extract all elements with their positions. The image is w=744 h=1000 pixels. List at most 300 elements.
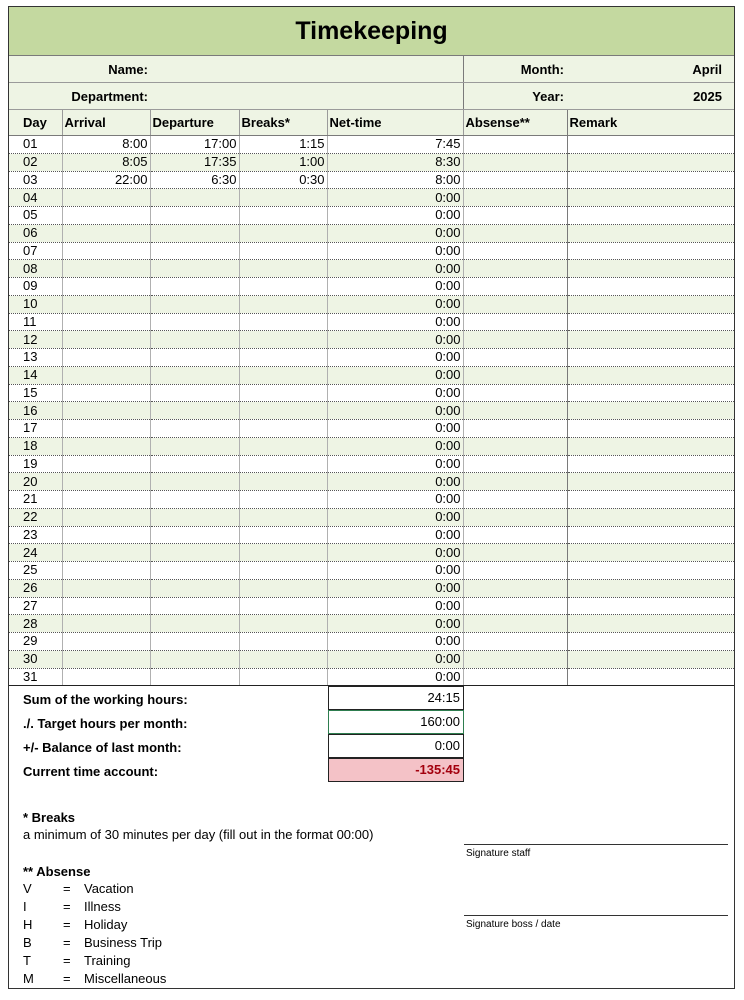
breaks-cell[interactable] — [239, 650, 327, 668]
remark-cell[interactable] — [567, 189, 735, 207]
breaks-text: a minimum of 30 minutes per day (fill out in the format 00:00) — [23, 827, 374, 842]
day-cell: 25 — [9, 562, 62, 580]
net-time-cell: 0:00 — [327, 668, 463, 686]
absence-cell[interactable] — [463, 455, 567, 473]
remark-cell[interactable] — [567, 331, 735, 349]
breaks-note — [23, 810, 373, 842]
remark-cell[interactable] — [567, 260, 735, 278]
departure-cell[interactable] — [150, 224, 239, 242]
absence-legend-item — [23, 898, 323, 916]
remark-cell[interactable] — [567, 544, 735, 562]
net-time-cell: 0:00 — [327, 650, 463, 668]
table-row — [9, 331, 735, 349]
col-header-breaks: Breaks* — [239, 110, 327, 136]
breaks-cell[interactable] — [239, 526, 327, 544]
day-cell: 15 — [9, 384, 62, 402]
departure-cell[interactable] — [150, 473, 239, 491]
arrival-cell[interactable] — [62, 579, 150, 597]
arrival-cell[interactable] — [62, 562, 150, 580]
breaks-cell[interactable] — [239, 349, 327, 367]
absence-cell[interactable] — [463, 633, 567, 651]
breaks-cell[interactable] — [239, 597, 327, 615]
net-time-cell: 0:00 — [327, 579, 463, 597]
absence-cell[interactable] — [463, 189, 567, 207]
breaks-cell[interactable] — [239, 189, 327, 207]
arrival-cell[interactable] — [62, 402, 150, 420]
arrival-cell[interactable] — [62, 650, 150, 668]
table-row — [9, 473, 735, 491]
departure-cell[interactable]: 17:35 — [150, 153, 239, 171]
absence-cell[interactable] — [463, 242, 567, 260]
table-row — [9, 526, 735, 544]
current-label: Current time account: — [23, 764, 159, 780]
table-row — [9, 633, 735, 651]
net-time-cell: 0:00 — [327, 207, 463, 225]
absence-label: Business Trip — [84, 935, 163, 950]
table-row — [9, 508, 735, 526]
breaks-cell[interactable] — [239, 437, 327, 455]
info-row-department — [9, 83, 734, 110]
breaks-cell[interactable] — [239, 295, 327, 313]
departure-cell[interactable] — [150, 295, 239, 313]
breaks-cell[interactable] — [239, 313, 327, 331]
departure-cell[interactable] — [150, 402, 239, 420]
col-header-remark: Remark — [567, 110, 735, 136]
remark-cell[interactable] — [567, 562, 735, 580]
net-time-cell: 0:00 — [327, 633, 463, 651]
breaks-cell[interactable] — [239, 366, 327, 384]
departure-cell[interactable] — [150, 668, 239, 686]
breaks-cell[interactable] — [239, 508, 327, 526]
arrival-cell[interactable]: 8:00 — [62, 136, 150, 154]
departure-cell[interactable] — [150, 615, 239, 633]
breaks-cell[interactable] — [239, 420, 327, 438]
departure-cell[interactable] — [150, 242, 239, 260]
departure-cell[interactable] — [150, 633, 239, 651]
arrival-cell[interactable] — [62, 544, 150, 562]
net-time-cell: 0:00 — [327, 366, 463, 384]
absence-cell[interactable] — [463, 562, 567, 580]
arrival-cell[interactable] — [62, 473, 150, 491]
net-time-cell: 0:00 — [327, 331, 463, 349]
absence-label: Illness — [84, 899, 121, 914]
remark-cell[interactable] — [567, 366, 735, 384]
breaks-cell[interactable] — [239, 260, 327, 278]
col-header-absence: Absense** — [463, 110, 567, 136]
net-time-cell: 0:00 — [327, 544, 463, 562]
day-cell: 17 — [9, 420, 62, 438]
day-cell: 12 — [9, 331, 62, 349]
remark-cell[interactable] — [567, 420, 735, 438]
departure-cell[interactable] — [150, 384, 239, 402]
signature-staff-label: Signature staff — [466, 848, 531, 859]
breaks-cell[interactable] — [239, 562, 327, 580]
breaks-cell[interactable] — [239, 668, 327, 686]
signature-staff-line[interactable] — [464, 844, 728, 859]
breaks-cell[interactable]: 1:15 — [239, 136, 327, 154]
departure-cell[interactable] — [150, 526, 239, 544]
day-cell: 04 — [9, 189, 62, 207]
arrival-cell[interactable] — [62, 615, 150, 633]
day-cell: 06 — [9, 224, 62, 242]
breaks-cell[interactable]: 1:00 — [239, 153, 327, 171]
net-time-cell: 0:00 — [327, 224, 463, 242]
arrival-cell[interactable] — [62, 437, 150, 455]
signature-boss-line[interactable] — [464, 915, 728, 930]
absence-legend-item — [23, 934, 323, 952]
month-field[interactable]: April — [692, 62, 722, 77]
departure-cell[interactable] — [150, 650, 239, 668]
net-time-cell: 0:00 — [327, 242, 463, 260]
net-time-cell: 0:00 — [327, 508, 463, 526]
arrival-cell[interactable] — [62, 260, 150, 278]
net-time-cell: 0:00 — [327, 260, 463, 278]
departure-cell[interactable] — [150, 278, 239, 296]
year-label: Year: — [532, 89, 564, 104]
day-cell: 26 — [9, 579, 62, 597]
remark-cell[interactable] — [567, 633, 735, 651]
absence-code: B — [23, 935, 32, 950]
absence-cell[interactable] — [463, 650, 567, 668]
table-row — [9, 579, 735, 597]
absence-code: H — [23, 917, 33, 932]
departure-cell[interactable] — [150, 420, 239, 438]
absence-cell[interactable] — [463, 544, 567, 562]
day-cell: 07 — [9, 242, 62, 260]
day-cell: 20 — [9, 473, 62, 491]
arrival-cell[interactable] — [62, 349, 150, 367]
absence-cell[interactable] — [463, 278, 567, 296]
table-row — [9, 668, 735, 686]
department-label: Department: — [71, 89, 148, 104]
name-label: Name: — [108, 62, 148, 77]
remark-cell[interactable] — [567, 491, 735, 509]
absence-cell[interactable] — [463, 668, 567, 686]
timekeeping-sheet — [8, 6, 735, 989]
day-cell: 24 — [9, 544, 62, 562]
remark-cell[interactable] — [567, 136, 735, 154]
table-row — [9, 153, 735, 171]
table-row — [9, 278, 735, 296]
absence-equals: = — [63, 917, 71, 932]
arrival-cell[interactable] — [62, 597, 150, 615]
absence-label: Training — [84, 953, 131, 968]
breaks-cell[interactable] — [239, 615, 327, 633]
departure-cell[interactable] — [150, 544, 239, 562]
net-time-cell: 0:00 — [327, 455, 463, 473]
net-time-cell: 0:00 — [327, 597, 463, 615]
absence-cell[interactable] — [463, 508, 567, 526]
arrival-cell[interactable] — [62, 278, 150, 296]
arrival-cell[interactable] — [62, 207, 150, 225]
breaks-cell[interactable] — [239, 633, 327, 651]
table-row — [9, 207, 735, 225]
sum-label: Sum of the working hours: — [23, 692, 188, 708]
table-row — [9, 597, 735, 615]
day-cell: 18 — [9, 437, 62, 455]
absence-cell[interactable] — [463, 437, 567, 455]
absence-cell[interactable] — [463, 366, 567, 384]
arrival-cell[interactable] — [62, 668, 150, 686]
remark-cell[interactable] — [567, 579, 735, 597]
breaks-cell[interactable] — [239, 224, 327, 242]
day-cell: 10 — [9, 295, 62, 313]
day-cell: 29 — [9, 633, 62, 651]
balance-label: +/- Balance of last month: — [23, 740, 182, 756]
table-row — [9, 224, 735, 242]
arrival-cell[interactable] — [62, 366, 150, 384]
breaks-cell[interactable] — [239, 544, 327, 562]
net-time-cell: 0:00 — [327, 384, 463, 402]
table-row — [9, 295, 735, 313]
absence-equals: = — [63, 899, 71, 914]
absence-legend-item — [23, 952, 323, 970]
remark-cell[interactable] — [567, 615, 735, 633]
table-row — [9, 313, 735, 331]
col-header-net-time: Net-time — [327, 110, 463, 136]
signature-boss-label: Signature boss / date — [466, 919, 561, 930]
table-row — [9, 402, 735, 420]
departure-cell[interactable] — [150, 349, 239, 367]
remark-cell[interactable] — [567, 437, 735, 455]
day-cell: 19 — [9, 455, 62, 473]
remark-cell[interactable] — [567, 402, 735, 420]
absence-code: T — [23, 953, 31, 968]
remark-cell[interactable] — [567, 508, 735, 526]
absence-cell[interactable] — [463, 579, 567, 597]
absence-legend-item — [23, 916, 323, 934]
month-label: Month: — [520, 62, 564, 77]
day-cell: 02 — [9, 153, 62, 171]
net-time-cell: 0:00 — [327, 420, 463, 438]
breaks-cell[interactable] — [239, 242, 327, 260]
table-row — [9, 189, 735, 207]
absence-cell[interactable] — [463, 384, 567, 402]
day-cell: 31 — [9, 668, 62, 686]
remark-cell[interactable] — [567, 207, 735, 225]
day-cell: 13 — [9, 349, 62, 367]
breaks-cell[interactable] — [239, 278, 327, 296]
info-row-name — [9, 56, 734, 83]
remark-cell[interactable] — [567, 455, 735, 473]
absence-equals: = — [63, 971, 71, 986]
arrival-cell[interactable] — [62, 420, 150, 438]
target-label: ./. Target hours per month: — [23, 716, 188, 732]
absence-legend-item — [23, 970, 323, 988]
remark-cell[interactable] — [567, 278, 735, 296]
absence-cell[interactable] — [463, 295, 567, 313]
arrival-cell[interactable] — [62, 242, 150, 260]
day-cell: 08 — [9, 260, 62, 278]
absence-equals: = — [63, 881, 71, 896]
departure-cell[interactable] — [150, 260, 239, 278]
arrival-cell[interactable] — [62, 491, 150, 509]
absence-cell[interactable] — [463, 331, 567, 349]
net-time-cell: 0:00 — [327, 526, 463, 544]
absence-label: Miscellaneous — [84, 971, 167, 986]
departure-cell[interactable] — [150, 366, 239, 384]
day-cell: 28 — [9, 615, 62, 633]
remark-cell[interactable] — [567, 171, 735, 189]
col-header-day: Day — [9, 110, 62, 136]
table-row — [9, 455, 735, 473]
absence-cell[interactable] — [463, 260, 567, 278]
remark-cell[interactable] — [567, 242, 735, 260]
balance-value[interactable]: 0:00 — [328, 734, 464, 758]
arrival-cell[interactable] — [62, 508, 150, 526]
breaks-cell[interactable] — [239, 331, 327, 349]
departure-cell[interactable] — [150, 562, 239, 580]
table-row — [9, 366, 735, 384]
absence-cell[interactable] — [463, 349, 567, 367]
absence-cell[interactable] — [463, 491, 567, 509]
net-time-cell: 0:00 — [327, 473, 463, 491]
breaks-cell[interactable] — [239, 491, 327, 509]
absence-equals: = — [63, 953, 71, 968]
timesheet-body — [9, 136, 735, 686]
day-cell: 23 — [9, 526, 62, 544]
day-cell: 14 — [9, 366, 62, 384]
net-time-cell: 0:00 — [327, 313, 463, 331]
arrival-cell[interactable]: 22:00 — [62, 171, 150, 189]
arrival-cell[interactable] — [62, 633, 150, 651]
breaks-cell[interactable] — [239, 207, 327, 225]
summary-section — [9, 686, 734, 786]
day-cell: 09 — [9, 278, 62, 296]
departure-cell[interactable] — [150, 597, 239, 615]
table-row — [9, 242, 735, 260]
departure-cell[interactable] — [150, 579, 239, 597]
absence-equals: = — [63, 935, 71, 950]
day-cell: 30 — [9, 650, 62, 668]
net-time-cell: 8:00 — [327, 171, 463, 189]
absence-code: M — [23, 971, 34, 986]
absence-cell[interactable] — [463, 402, 567, 420]
absence-cell[interactable] — [463, 153, 567, 171]
net-time-cell: 0:00 — [327, 295, 463, 313]
departure-cell[interactable] — [150, 455, 239, 473]
arrival-cell[interactable] — [62, 455, 150, 473]
remark-cell[interactable] — [567, 224, 735, 242]
remark-cell[interactable] — [567, 349, 735, 367]
net-time-cell: 0:00 — [327, 402, 463, 420]
absence-cell[interactable] — [463, 136, 567, 154]
departure-cell[interactable]: 6:30 — [150, 171, 239, 189]
breaks-cell[interactable] — [239, 579, 327, 597]
absence-cell[interactable] — [463, 313, 567, 331]
remark-cell[interactable] — [567, 153, 735, 171]
col-header-arrival: Arrival — [62, 110, 150, 136]
arrival-cell[interactable] — [62, 224, 150, 242]
table-row — [9, 136, 735, 154]
remark-cell[interactable] — [567, 597, 735, 615]
remark-cell[interactable] — [567, 650, 735, 668]
year-field[interactable]: 2025 — [693, 89, 722, 104]
timesheet-table — [9, 110, 735, 686]
day-cell: 22 — [9, 508, 62, 526]
absence-legend-item — [23, 880, 323, 898]
net-time-cell: 7:45 — [327, 136, 463, 154]
breaks-heading: * Breaks — [23, 810, 76, 825]
table-row — [9, 171, 735, 189]
net-time-cell: 0:00 — [327, 278, 463, 296]
remark-cell[interactable] — [567, 668, 735, 686]
absence-cell[interactable] — [463, 207, 567, 225]
day-cell: 21 — [9, 491, 62, 509]
absence-cell[interactable] — [463, 473, 567, 491]
table-row — [9, 260, 735, 278]
table-row — [9, 650, 735, 668]
arrival-cell[interactable] — [62, 526, 150, 544]
breaks-cell[interactable] — [239, 402, 327, 420]
net-time-cell: 0:00 — [327, 562, 463, 580]
departure-cell[interactable] — [150, 508, 239, 526]
departure-cell[interactable]: 17:00 — [150, 136, 239, 154]
remark-cell[interactable] — [567, 526, 735, 544]
departure-cell[interactable] — [150, 207, 239, 225]
absence-heading-block — [23, 864, 90, 879]
target-value[interactable]: 160:00 — [328, 710, 464, 734]
arrival-cell[interactable] — [62, 384, 150, 402]
sum-value: 24:15 — [328, 686, 464, 710]
absence-cell[interactable] — [463, 224, 567, 242]
breaks-cell[interactable]: 0:30 — [239, 171, 327, 189]
arrival-cell[interactable]: 8:05 — [62, 153, 150, 171]
table-row — [9, 615, 735, 633]
absence-cell[interactable] — [463, 597, 567, 615]
table-row — [9, 349, 735, 367]
net-time-cell: 0:00 — [327, 615, 463, 633]
breaks-cell[interactable] — [239, 455, 327, 473]
absence-cell[interactable] — [463, 420, 567, 438]
breaks-cell[interactable] — [239, 384, 327, 402]
absence-label: Vacation — [84, 881, 134, 896]
table-row — [9, 562, 735, 580]
absence-cell[interactable] — [463, 615, 567, 633]
departure-cell[interactable] — [150, 437, 239, 455]
absence-cell[interactable] — [463, 526, 567, 544]
remark-cell[interactable] — [567, 384, 735, 402]
arrival-cell[interactable] — [62, 313, 150, 331]
absence-cell[interactable] — [463, 171, 567, 189]
remark-cell[interactable] — [567, 313, 735, 331]
arrival-cell[interactable] — [62, 295, 150, 313]
remark-cell[interactable] — [567, 473, 735, 491]
net-time-cell: 0:00 — [327, 189, 463, 207]
day-cell: 03 — [9, 171, 62, 189]
absence-label: Holiday — [84, 917, 128, 932]
day-cell: 16 — [9, 402, 62, 420]
departure-cell[interactable] — [150, 313, 239, 331]
net-time-cell: 0:00 — [327, 349, 463, 367]
departure-cell[interactable] — [150, 189, 239, 207]
table-row — [9, 491, 735, 509]
departure-cell[interactable] — [150, 331, 239, 349]
net-time-cell: 8:30 — [327, 153, 463, 171]
arrival-cell[interactable] — [62, 331, 150, 349]
departure-cell[interactable] — [150, 491, 239, 509]
day-cell: 11 — [9, 313, 62, 331]
remark-cell[interactable] — [567, 295, 735, 313]
table-row — [9, 544, 735, 562]
breaks-cell[interactable] — [239, 473, 327, 491]
table-row — [9, 437, 735, 455]
day-cell: 27 — [9, 597, 62, 615]
table-row — [9, 384, 735, 402]
absence-heading: ** Absense — [23, 864, 91, 879]
day-cell: 01 — [9, 136, 62, 154]
arrival-cell[interactable] — [62, 189, 150, 207]
